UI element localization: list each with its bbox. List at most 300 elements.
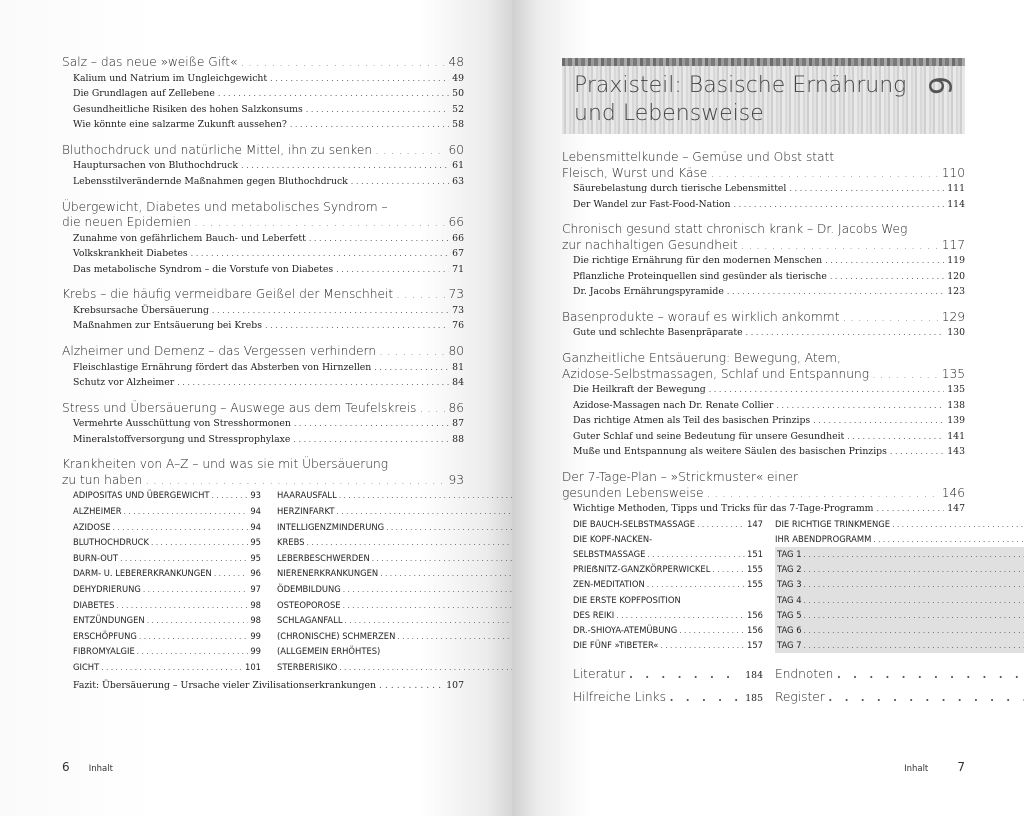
entry-title: TAG 1 xyxy=(777,549,802,560)
entry-title: IHR ABENDPROGRAMM xyxy=(775,533,872,544)
dot-leader xyxy=(177,375,449,391)
section-title-line: zur nachhaltigen Gesundheit xyxy=(562,237,738,252)
section-heading[interactable] xyxy=(62,200,464,231)
dot-leader xyxy=(290,117,449,133)
toc-entry[interactable] xyxy=(62,416,464,432)
toc-entry[interactable] xyxy=(73,520,261,536)
entry-page: 156 xyxy=(747,625,763,636)
toc-section xyxy=(62,55,464,133)
dot-leader xyxy=(151,535,248,551)
dot-leader xyxy=(397,629,512,645)
page-number-right: 7 xyxy=(957,760,965,774)
dot-leader xyxy=(647,577,745,592)
section-heading[interactable] xyxy=(562,351,965,382)
toc-entry[interactable] xyxy=(277,660,512,676)
entry-title: ENTZÜNDUNGEN xyxy=(73,615,145,626)
section-heading[interactable] xyxy=(62,457,464,488)
toc-entry[interactable] xyxy=(277,644,512,660)
toc-entry-title: Schutz vor Alzheimer xyxy=(73,377,175,389)
toc-entry[interactable] xyxy=(775,577,1024,592)
toc-entry-title: Azidose-Massagen nach Dr. Renate Collier xyxy=(573,399,774,411)
dot-leader xyxy=(307,535,512,551)
entry-title: LEBERBESCHWERDEN xyxy=(277,552,370,563)
toc-entry-page: 81 xyxy=(452,361,464,373)
section-title-line: Alzheimer und Demenz – das Vergessen verhindern xyxy=(62,344,377,359)
entry-title: DEHYDRIERUNG xyxy=(73,583,141,594)
dot-leader xyxy=(191,246,449,262)
toc-entry[interactable] xyxy=(775,532,1024,547)
toc-entry-title: Hauptursachen von Bluthochdruck xyxy=(73,160,239,172)
toc-entry-title: Säurebelastung durch tierische Lebensmittel xyxy=(573,183,787,194)
entry-title: OSTEOPOROSE xyxy=(277,599,341,610)
dot-leader xyxy=(372,551,512,567)
dot-leader xyxy=(343,582,512,598)
dot-leader xyxy=(825,253,944,269)
entry-page: 95 xyxy=(250,537,261,548)
toc-entry-title: Zunahme von gefährlichem Bauch- und Leberfett xyxy=(73,232,306,244)
toc-entry[interactable] xyxy=(62,174,464,190)
toc-entry[interactable] xyxy=(73,488,261,504)
section-heading[interactable] xyxy=(62,401,464,417)
entry-title: HAARAUSFALL xyxy=(277,490,337,501)
toc-entry[interactable] xyxy=(775,517,1024,532)
toc-entry[interactable] xyxy=(562,325,965,341)
running-head-right: Inhalt xyxy=(904,764,929,774)
seven-day-plan-column xyxy=(775,517,1024,654)
toc-entry[interactable] xyxy=(573,547,763,562)
entry-page: 93 xyxy=(250,490,261,501)
dot-leader xyxy=(145,473,445,489)
entry-page: 94 xyxy=(250,506,261,516)
section-heading[interactable] xyxy=(562,150,965,181)
toc-entry-page: 87 xyxy=(452,418,464,430)
toc-entry-page: 63 xyxy=(452,175,464,187)
toc-entry[interactable] xyxy=(562,253,965,269)
entry-page: 155 xyxy=(747,564,763,575)
entry-title: DES REIKI xyxy=(573,609,615,620)
toc-entry-page: 141 xyxy=(947,430,965,442)
fazit-entry-title: Fazit: Übersäuerung – Ursache vieler Zivilisationserkrankungen xyxy=(73,679,376,691)
dot-leader xyxy=(804,577,1024,592)
entry-page: 98 xyxy=(250,599,261,610)
dot-leader xyxy=(789,181,944,197)
entry-title: TAG 5 xyxy=(777,609,802,620)
entry-title: DIABETES xyxy=(73,599,115,610)
toc-entry[interactable] xyxy=(775,593,1024,608)
entry-page: 98 xyxy=(250,615,261,626)
toc-entry[interactable] xyxy=(562,413,965,429)
chapter-number: 6 xyxy=(921,75,957,96)
dot-leader xyxy=(143,582,248,598)
toc-entry-title: Das richtige Atmen als Teil des basischen Prinzips xyxy=(573,415,811,427)
dot-leader xyxy=(336,504,512,520)
toc-entry[interactable] xyxy=(562,382,965,398)
entry-title: GICHT xyxy=(73,661,100,672)
toc-entry[interactable] xyxy=(277,551,512,567)
toc-entry[interactable] xyxy=(73,566,261,582)
entry-title: DARM- U. LEBERERKRANKUNGEN xyxy=(73,568,212,579)
toc-entry-page: 49 xyxy=(452,72,464,84)
dot-leader xyxy=(804,562,1024,577)
section-title-row xyxy=(62,287,464,303)
dot-leader xyxy=(345,613,513,629)
dot-leader xyxy=(842,310,938,326)
entry-title: AZIDOSE xyxy=(73,521,111,532)
toc-entry-title: Dr. Jacobs Ernährungspyramide xyxy=(573,286,724,298)
toc-entry[interactable] xyxy=(62,246,464,262)
toc-section xyxy=(562,351,965,460)
toc-entry-page: 88 xyxy=(452,433,464,445)
toc-entry-page: 135 xyxy=(947,384,965,396)
section-page: 48 xyxy=(448,55,464,69)
section-page: 86 xyxy=(448,400,464,415)
dot-leader xyxy=(379,678,443,694)
toc-entry-title: Pflanzliche Proteinquellen sind gesünder als tierische xyxy=(573,270,827,282)
toc-entry[interactable] xyxy=(62,158,464,174)
entry-title: ADIPOSITAS UND ÜBERGEWICHT xyxy=(73,490,210,501)
toc-entry-title: Volkskrankheit Diabetes xyxy=(73,248,188,260)
toc-entry-title: Guter Schlaf und seine Bedeutung für unsere Gesundheit xyxy=(573,430,845,442)
toc-entry[interactable] xyxy=(62,318,464,334)
back-matter-entry-title: Hilfreiche Links xyxy=(573,690,666,705)
dot-leader xyxy=(336,262,449,278)
section-title-line: zu tun haben xyxy=(62,472,143,487)
section-page: 110 xyxy=(941,165,965,180)
entry-title: DIE FÜNF »TIBETER« xyxy=(573,640,659,651)
entry-page: 96 xyxy=(250,568,261,579)
dot-leader xyxy=(396,287,445,303)
toc-entry-title: Gute und schlechte Basenpräparate xyxy=(573,327,743,339)
section-heading[interactable] xyxy=(62,287,464,303)
toc-entry[interactable] xyxy=(277,582,512,598)
toc-entry[interactable] xyxy=(62,432,464,448)
section-heading[interactable] xyxy=(62,143,464,159)
back-matter-entry[interactable] xyxy=(775,686,1024,709)
toc-entry[interactable] xyxy=(562,429,965,445)
dot-leader xyxy=(212,488,249,504)
back-matter-entry[interactable] xyxy=(775,663,1024,686)
toc-entry[interactable] xyxy=(573,623,763,638)
dot-leader xyxy=(872,367,939,383)
toc-entry-page: 139 xyxy=(947,415,965,427)
toc-entry[interactable] xyxy=(277,566,512,582)
dot-leader xyxy=(734,197,945,213)
toc-entry[interactable] xyxy=(562,181,965,197)
dot-leader xyxy=(804,593,1024,608)
toc-section xyxy=(562,150,965,212)
dot-leader xyxy=(339,488,512,504)
toc-entry[interactable] xyxy=(277,535,512,551)
back-matter-entry-title: Register xyxy=(775,690,825,705)
toc-entry[interactable] xyxy=(562,444,965,460)
toc-entry[interactable] xyxy=(573,562,763,577)
toc-entry[interactable] xyxy=(562,501,965,517)
dot-leader xyxy=(836,663,1024,683)
toc-entry-title: Vermehrte Ausschüttung von Stresshormonen xyxy=(73,418,291,430)
toc-entry[interactable] xyxy=(562,398,965,414)
entry-page: 95 xyxy=(250,552,261,563)
toc-section xyxy=(562,222,965,300)
toc-entry-page: 58 xyxy=(452,119,464,131)
entry-title: ERSCHÖPFUNG xyxy=(73,630,137,641)
fazit-entry-page: 107 xyxy=(446,679,464,691)
toc-entry[interactable] xyxy=(73,598,261,614)
section-heading[interactable] xyxy=(62,344,464,360)
dot-leader xyxy=(101,660,243,676)
toc-entry-page: 114 xyxy=(947,198,965,210)
section-title-row xyxy=(62,143,464,159)
toc-entry[interactable] xyxy=(562,269,965,285)
dot-leader xyxy=(746,325,945,341)
dot-leader xyxy=(616,608,745,623)
entry-title: HERZINFARKT xyxy=(277,506,335,516)
toc-section xyxy=(62,143,464,190)
section-title-row xyxy=(562,486,965,502)
dot-leader xyxy=(813,413,944,429)
toc-entry-page: 67 xyxy=(452,248,464,260)
dot-leader xyxy=(120,551,248,567)
dot-leader xyxy=(343,598,512,614)
left-footer xyxy=(62,756,113,775)
dot-leader xyxy=(194,215,445,231)
dot-leader xyxy=(830,269,944,285)
toc-entry[interactable] xyxy=(73,644,261,660)
section-page: 60 xyxy=(448,142,464,157)
dot-leader xyxy=(339,660,512,676)
dot-leader xyxy=(679,623,745,638)
dot-leader xyxy=(877,501,945,517)
entry-page: 99 xyxy=(250,630,261,641)
toc-entry[interactable] xyxy=(73,613,261,629)
entry-title: TAG 7 xyxy=(777,640,802,651)
running-head-left: Inhalt xyxy=(88,764,113,774)
dot-leader xyxy=(727,284,944,300)
toc-entry-title: Muße und Entspannung als weitere Säulen des basischen Prinzips xyxy=(573,446,887,458)
dot-leader xyxy=(628,663,742,683)
toc-entry[interactable] xyxy=(775,547,1024,562)
toc-entry-page: 147 xyxy=(947,503,965,515)
toc-entry[interactable] xyxy=(277,629,512,645)
a-z-index xyxy=(62,488,464,675)
entry-title: INTELLIGENZMINDERUNG xyxy=(277,521,385,532)
section-page: 135 xyxy=(941,366,965,381)
section-title-line: Basenprodukte – worauf es wirklich ankommt xyxy=(562,309,840,324)
toc-entry[interactable] xyxy=(775,562,1024,577)
entry-page: 94 xyxy=(250,521,261,532)
toc-entry-title: Lebensstilverändernde Maßnahmen gegen Bluthochdruck xyxy=(73,175,348,187)
toc-entry[interactable] xyxy=(573,517,763,532)
section-title-row xyxy=(62,401,464,417)
toc-entry-title: Die Heilkraft der Bewegung xyxy=(573,384,706,396)
entry-page: 101 xyxy=(245,661,261,672)
toc-section xyxy=(62,457,464,693)
toc-entry[interactable] xyxy=(573,577,763,592)
toc-section xyxy=(62,344,464,391)
section-title-row xyxy=(562,310,965,326)
section-title-line: die neuen Epidemien xyxy=(62,215,192,230)
dot-leader xyxy=(139,629,248,645)
toc-entry-page: 111 xyxy=(947,183,965,194)
toc-entry[interactable] xyxy=(73,504,261,520)
back-matter-entry[interactable] xyxy=(573,686,763,709)
entry-title: TAG 6 xyxy=(777,625,802,636)
toc-entry[interactable] xyxy=(573,593,763,608)
toc-entry-page: 120 xyxy=(947,270,965,282)
section-title-line: Chronisch gesund statt chronisch krank – Dr. Jacobs Weg xyxy=(562,222,908,237)
toc-section xyxy=(562,470,965,709)
toc-entry[interactable] xyxy=(277,613,512,629)
back-matter-entry-title: Endnoten xyxy=(775,667,834,682)
toc-entry[interactable] xyxy=(62,117,464,133)
dot-leader xyxy=(419,401,445,417)
toc-entry[interactable] xyxy=(73,551,261,567)
dot-leader xyxy=(892,517,1024,532)
entry-title: TAG 4 xyxy=(777,594,802,605)
section-page: 80 xyxy=(448,344,464,359)
section-title-row xyxy=(62,55,464,71)
section-title-line: Ganzheitliche Entsäuerung: Bewegung, Atem, xyxy=(562,351,841,366)
toc-entry-page: 143 xyxy=(947,446,965,458)
section-title-line: Der 7-Tage-Plan – »Strickmuster« einer xyxy=(562,470,799,485)
dot-leader xyxy=(647,547,745,562)
section-title-row xyxy=(562,238,965,254)
toc-entry-title: Wichtige Methoden, Tipps und Tricks für das 7-Tage-Programm xyxy=(573,503,874,515)
dot-leader xyxy=(375,143,445,159)
toc-entry-page: 61 xyxy=(452,160,464,172)
toc-entry[interactable] xyxy=(775,638,1024,653)
dot-leader xyxy=(697,517,745,532)
dot-leader xyxy=(147,613,249,629)
toc-entry[interactable] xyxy=(73,582,261,598)
section-heading[interactable] xyxy=(562,470,965,501)
section-page: 93 xyxy=(448,472,464,487)
section-title-row xyxy=(62,215,464,231)
toc-entry[interactable] xyxy=(562,284,965,300)
toc-entry-title: Krebsursache Übersäuerung xyxy=(73,304,209,316)
toc-entry[interactable] xyxy=(775,623,1024,638)
entry-title: BURN-OUT xyxy=(73,552,119,563)
toc-entry-title: Kalium und Natrium im Ungleichgewicht xyxy=(73,72,268,84)
page-number-left: 6 xyxy=(62,760,70,774)
toc-entry-page: 84 xyxy=(452,377,464,389)
toc-entry[interactable] xyxy=(73,535,261,551)
toc-entry[interactable] xyxy=(277,504,512,520)
section-title-row xyxy=(62,473,464,489)
dot-leader xyxy=(306,102,449,118)
toc-entry[interactable] xyxy=(73,660,261,676)
right-toc xyxy=(562,150,965,719)
section-title-line: gesunden Lebensweise xyxy=(562,485,704,500)
section-heading[interactable] xyxy=(562,222,965,253)
entry-title: DIE ERSTE KOPFPOSITION xyxy=(573,594,681,605)
dot-leader xyxy=(707,486,939,502)
entry-title: SELBSTMASSAGE xyxy=(573,549,646,560)
section-title-line: Fleisch, Wurst und Käse xyxy=(562,165,708,180)
fazit-entry[interactable] xyxy=(62,678,464,694)
back-matter-entry-page: 185 xyxy=(745,693,763,705)
section-title-row xyxy=(562,166,965,182)
entry-title: DIE KOPF-NACKEN- xyxy=(573,533,653,544)
toc-entry[interactable] xyxy=(73,629,261,645)
toc-entry[interactable] xyxy=(277,598,512,614)
toc-section xyxy=(62,287,464,334)
dot-leader xyxy=(712,562,745,577)
back-matter-entry-page: 184 xyxy=(745,670,763,682)
left-toc xyxy=(62,55,464,703)
section-heading[interactable] xyxy=(562,310,965,326)
toc-entry-page: 123 xyxy=(947,286,965,298)
toc-entry[interactable] xyxy=(573,608,763,623)
dot-leader xyxy=(294,416,449,432)
entry-title: (ALLGEMEIN ERHÖHTES) xyxy=(277,646,381,657)
toc-entry-page: 119 xyxy=(947,255,965,267)
toc-entry[interactable] xyxy=(62,71,464,87)
toc-entry-page: 73 xyxy=(452,304,464,316)
toc-entry[interactable] xyxy=(62,375,464,391)
part-title xyxy=(574,72,906,128)
toc-entry[interactable] xyxy=(277,488,512,504)
dot-leader xyxy=(710,166,938,182)
toc-entry[interactable] xyxy=(62,102,464,118)
part-title-line-1: Praxisteil: Basische Ernährung xyxy=(574,73,907,98)
dot-leader xyxy=(776,398,944,414)
toc-entry-page: 52 xyxy=(452,103,464,115)
dot-leader xyxy=(804,623,1024,638)
section-page: 129 xyxy=(941,309,965,324)
toc-entry[interactable] xyxy=(62,303,464,319)
dot-leader xyxy=(847,429,944,445)
a-z-index-column xyxy=(277,488,512,675)
section-title-line: Stress und Übersäuerung – Auswege aus dem Teufelskreis xyxy=(62,400,417,415)
dot-leader xyxy=(241,158,449,174)
entry-title: SCHLAGANFALL xyxy=(277,615,343,626)
toc-entry[interactable] xyxy=(573,532,763,547)
section-title-line: Bluthochdruck und natürliche Mittel, ihn zu senken xyxy=(62,142,373,157)
section-page: 73 xyxy=(448,287,464,302)
section-heading[interactable] xyxy=(62,55,464,71)
toc-entry[interactable] xyxy=(62,231,464,247)
section-title-row xyxy=(62,344,464,360)
entry-title: TAG 3 xyxy=(777,579,802,590)
toc-entry[interactable] xyxy=(562,197,965,213)
right-footer xyxy=(904,756,965,775)
toc-entry-title: Mineralstoffversorgung und Stressprophylaxe xyxy=(73,433,291,445)
toc-entry[interactable] xyxy=(62,262,464,278)
toc-entry-page: 76 xyxy=(452,320,464,332)
entry-title: FIBROMYALGIE xyxy=(73,646,135,657)
toc-entry[interactable] xyxy=(62,86,464,102)
toc-entry[interactable] xyxy=(62,360,464,376)
dot-leader xyxy=(270,71,449,87)
dot-leader xyxy=(309,231,449,247)
toc-section xyxy=(562,310,965,341)
dot-leader xyxy=(212,303,449,319)
toc-entry-title: Die Grundlagen auf Zellebene xyxy=(73,88,215,100)
back-matter-entry[interactable] xyxy=(573,663,763,686)
toc-entry[interactable] xyxy=(277,520,512,536)
entry-title: DIE RICHTIGE TRINKMENGE xyxy=(775,518,891,529)
back-matter-entry-title: Literatur xyxy=(573,667,626,682)
entry-page: 99 xyxy=(250,646,261,657)
entry-page: 156 xyxy=(747,609,763,620)
toc-entry[interactable] xyxy=(573,638,763,653)
dot-leader xyxy=(804,547,1024,562)
dot-leader xyxy=(240,55,445,71)
toc-entry[interactable] xyxy=(775,608,1024,623)
entry-title: DR.-SHIOYA-ATEMÜBUNG xyxy=(573,625,678,636)
part-title-box xyxy=(562,58,965,134)
toc-entry-title: Wie könnte eine salzarme Zukunft aussehen? xyxy=(73,119,287,131)
